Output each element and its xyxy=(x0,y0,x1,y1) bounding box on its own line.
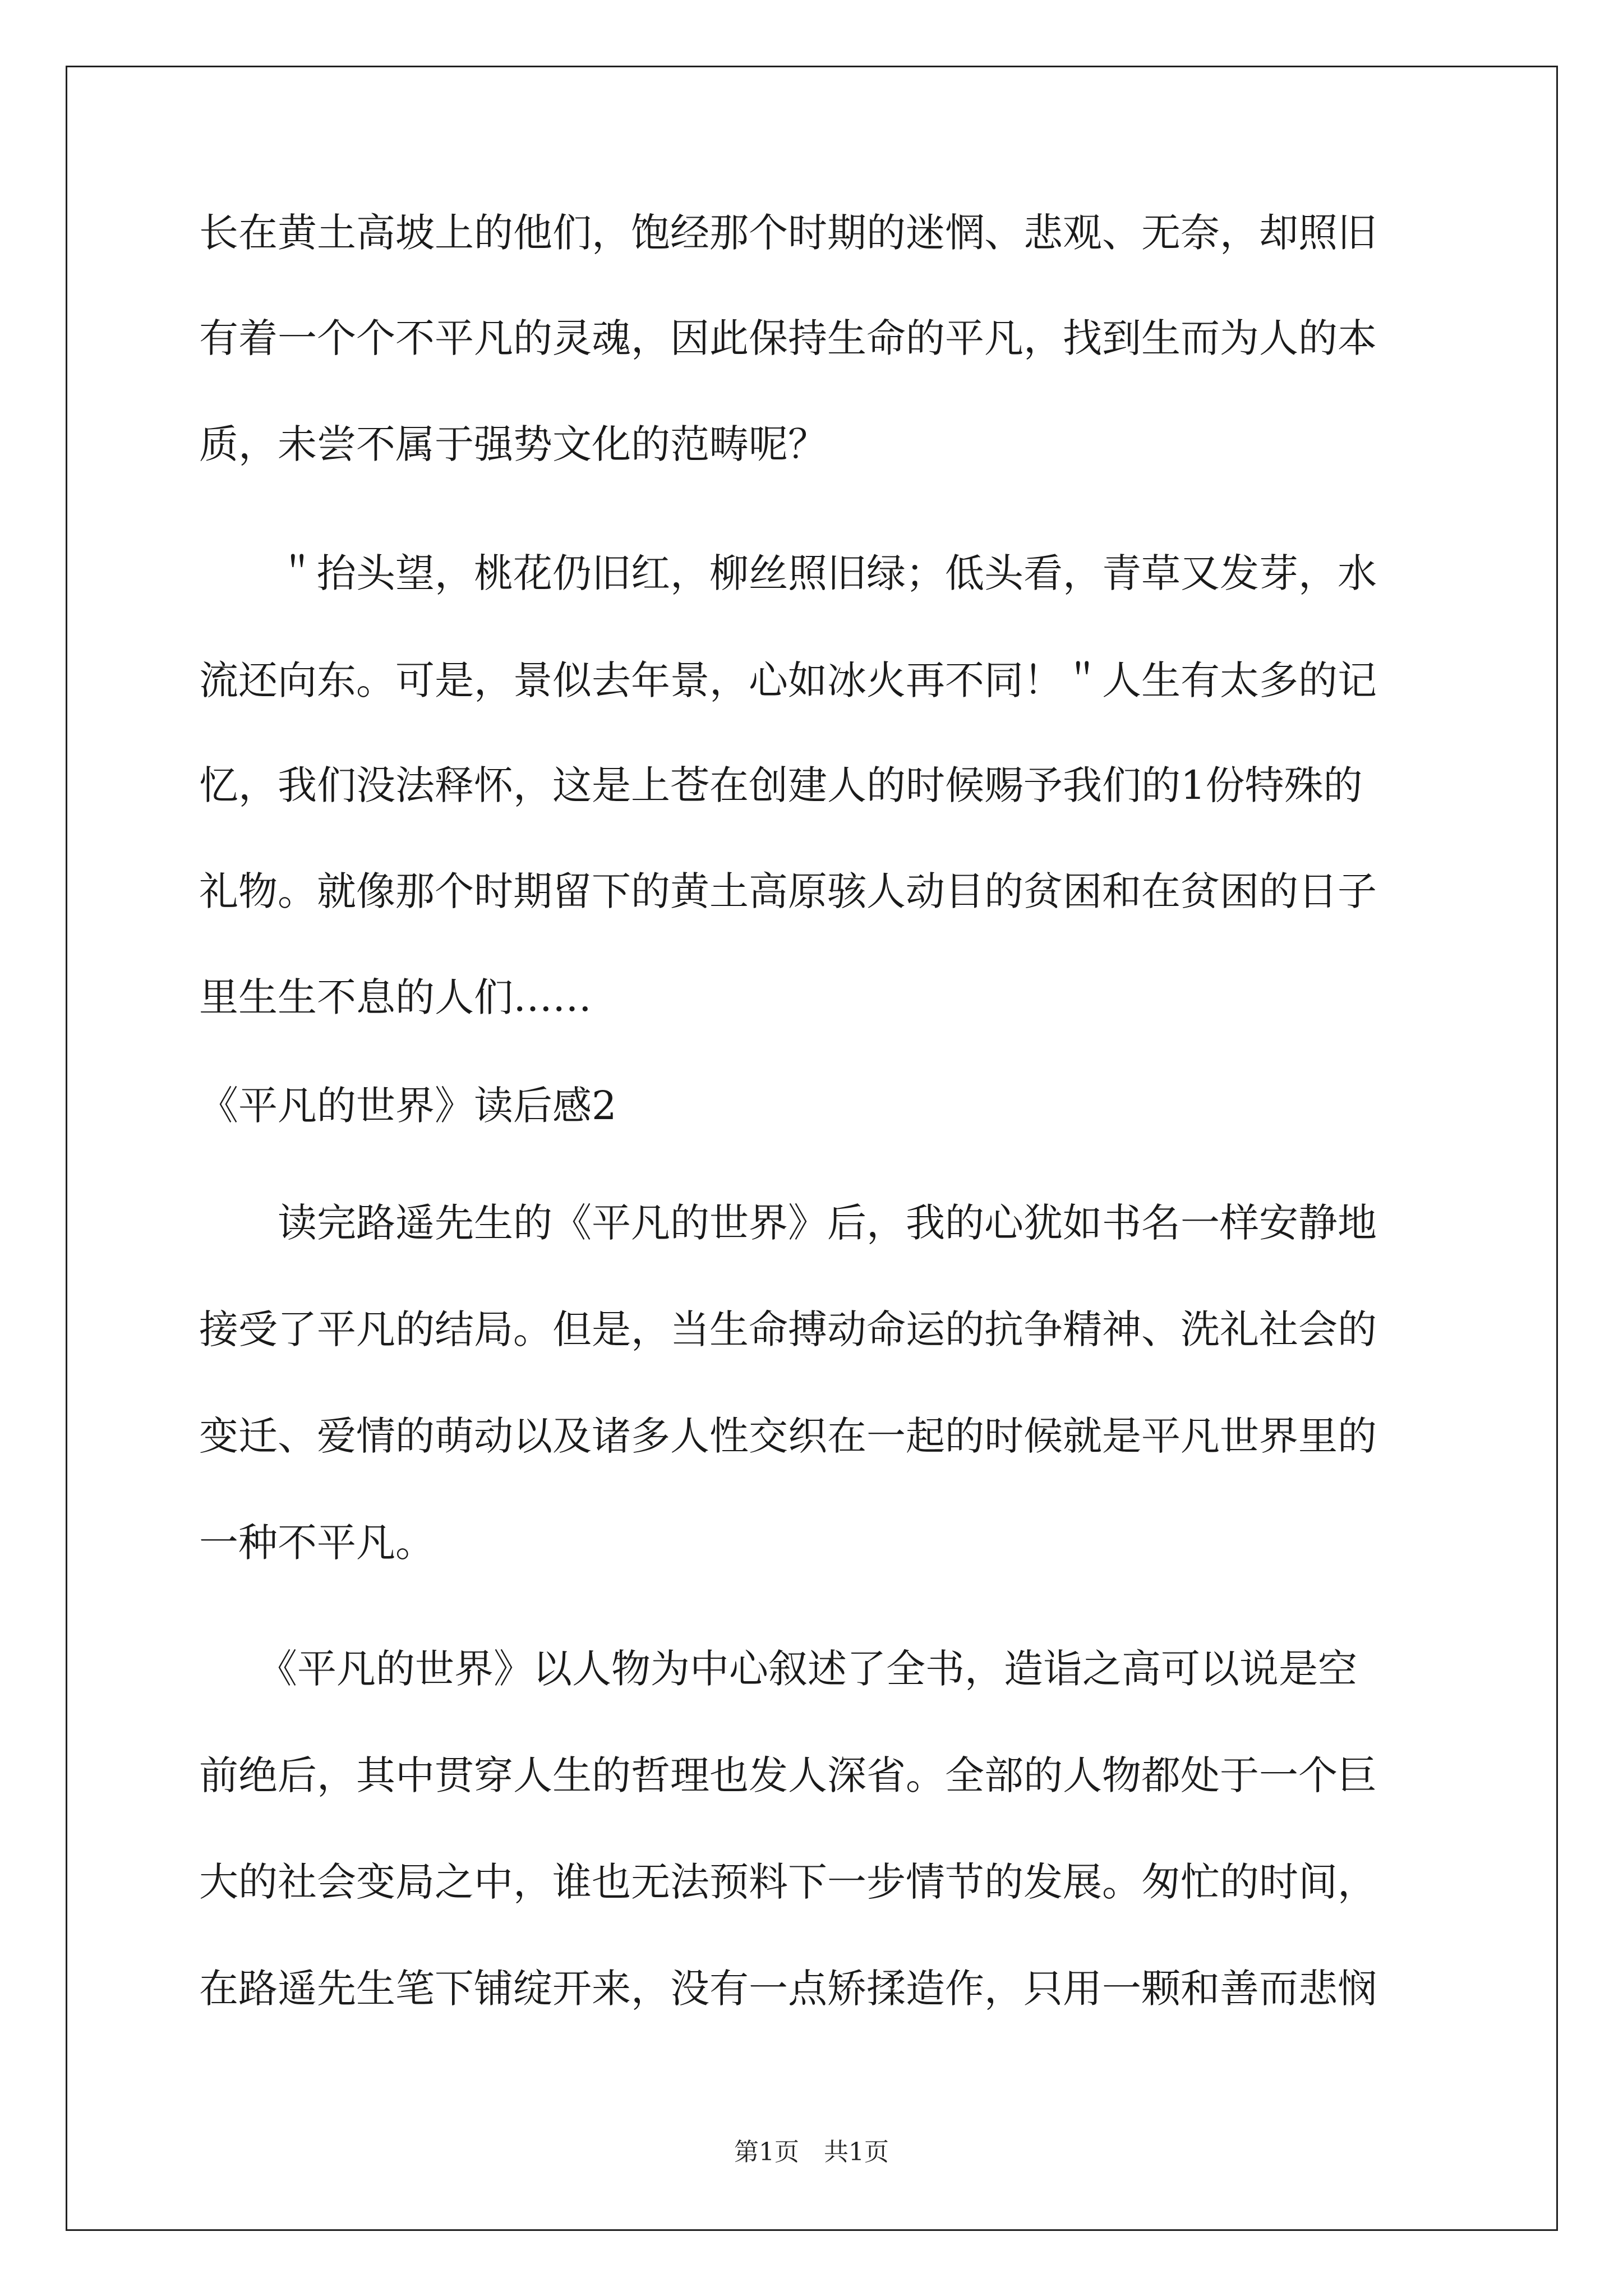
text-line: 《平凡的世界》以人物为中心叙述了全书，造诣之高可以说是空 xyxy=(199,1646,1357,1692)
text-line: 里生生不息的人们…… xyxy=(199,974,592,1020)
text-line: 读完路遥先生的《平凡的世界》后，我的心犹如书名一样安静地 xyxy=(199,1200,1377,1246)
page-number: 第1页 共1页 xyxy=(734,2138,889,2166)
text-line: 长在黄土高坡上的他们，饱经那个时期的迷惘、悲观、无奈，却照旧 xyxy=(199,210,1377,256)
section-heading: 《平凡的世界》读后感2 xyxy=(199,1083,617,1129)
text-line: 前绝后，其中贯穿人生的哲理也发人深省。全部的人物都处于一个巨 xyxy=(199,1752,1377,1798)
text-line: 大的社会变局之中，谁也无法预料下一步情节的发展。匆忙的时间， xyxy=(199,1859,1377,1905)
text-line: 变迁、爱情的萌动以及诸多人性交织在一起的时候就是平凡世界里的 xyxy=(199,1413,1377,1459)
page-border xyxy=(66,66,1558,2231)
text-line: 有着一个个不平凡的灵魂，因此保持生命的平凡，找到生而为人的本 xyxy=(199,315,1377,361)
text-line: 一种不平凡。 xyxy=(199,1520,435,1566)
text-line: 流还向东。可是，景似去年景，心如冰火再不同！＂人生有太多的记 xyxy=(199,657,1377,703)
text-line: 礼物。就像那个时期留下的黄土高原骇人动目的贫困和在贫困的日子 xyxy=(199,868,1377,914)
text-line: 忆，我们没法释怀，这是上苍在创建人的时候赐予我们的1份特殊的 xyxy=(199,762,1363,808)
text-line: 接受了平凡的结局。但是，当生命搏动命运的抗争精神、洗礼社会的 xyxy=(199,1306,1377,1352)
text-line: ＂抬头望，桃花仍旧红，柳丝照旧绿；低头看，青草又发芽，水 xyxy=(199,550,1377,596)
text-line: 质，未尝不属于强势文化的范畴呢？ xyxy=(199,421,827,467)
text-line: 在路遥先生笔下铺绽开来，没有一点矫揉造作，只用一颗和善而悲悯 xyxy=(199,1966,1377,2012)
